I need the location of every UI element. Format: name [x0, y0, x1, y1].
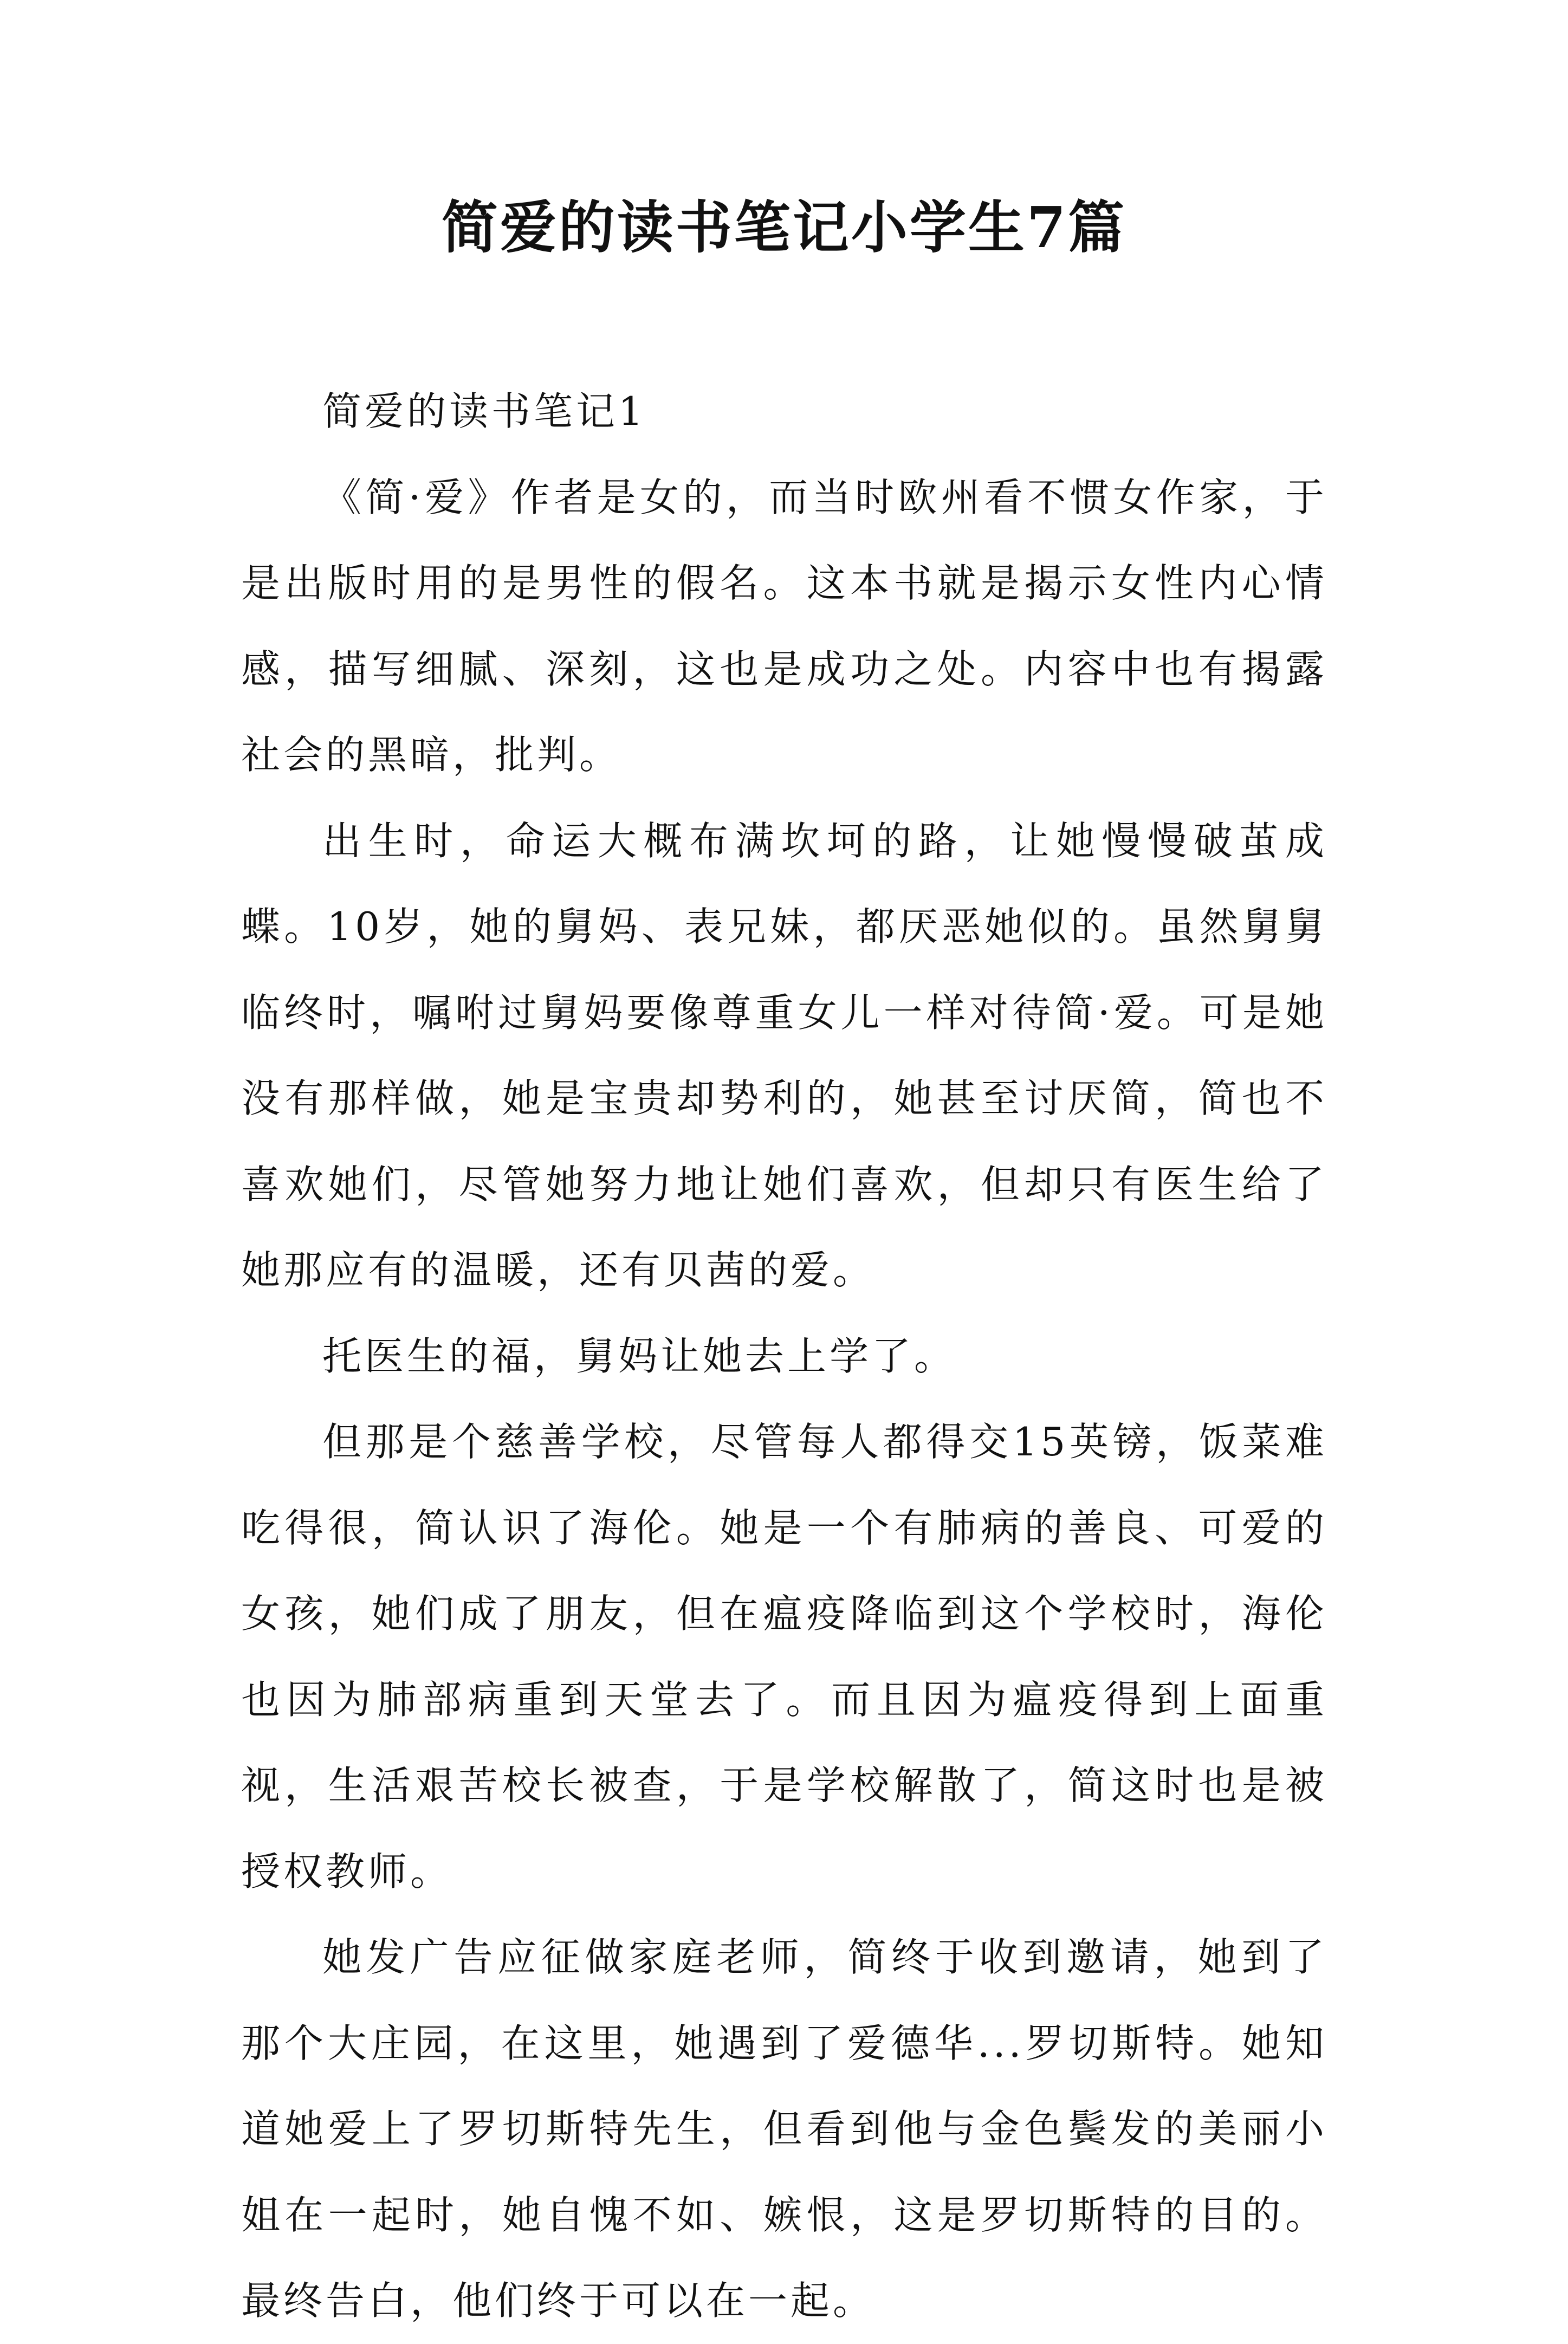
paragraph-5: 她发广告应征做家庭老师，简终于收到邀请，她到了那个大庄园，在这里，她遇到了爱德华...罗切斯特。她知道她爱上了罗切斯特先生，但看到他与金色鬓发的美丽小姐在一起时，她自愧不如、嫉恨，这是罗切斯特的目的。最终告白，他们终于可以在一起。	[241, 1934, 1327, 2323]
paragraph-2: 出生时，命运大概布满坎坷的路，让她慢慢破茧成蝶。10岁，她的舅妈、表兄妹，都厌恶她似的。虽然舅舅临终时，嘱咐过舅妈要像尊重女儿一样对待简·爱。可是她没有那样做，她是宝贵却势利的，她甚至讨厌简，简也不喜欢她们，尽管她努力地让她们喜欢，但却只有医生给了她那应有的温暖，还有贝茜的爱。	[241, 818, 1327, 1293]
paragraph-3: 托医生的福，舅妈让她去上学了。	[322, 1333, 957, 1379]
section-heading: 简爱的读书笔记1	[322, 388, 646, 434]
paragraph-1: 《简·爱》作者是女的，而当时欧州看不惯女作家，于是出版时用的是男性的假名。这本书就是揭示女性内心情感，描写细腻、深刻，这也是成功之处。内容中也有揭露社会的黑暗，批判。	[241, 474, 1327, 778]
paragraph-4: 但那是个慈善学校，尽管每人都得交15英镑，饭菜难吃得很，简认识了海伦。她是一个有肺病的善良、可爱的女孩，她们成了朋友，但在瘟疫降临到这个学校时，海伦也因为肺部病重到天堂去了。而且因为瘟疫得到上面重视，生活艰苦校长被查，于是学校解散了，简这时也是被授权教师。	[241, 1419, 1327, 1894]
document-title: 简爱的读书笔记小学生7篇	[441, 194, 1127, 261]
document-body	[241, 368, 1327, 2344]
